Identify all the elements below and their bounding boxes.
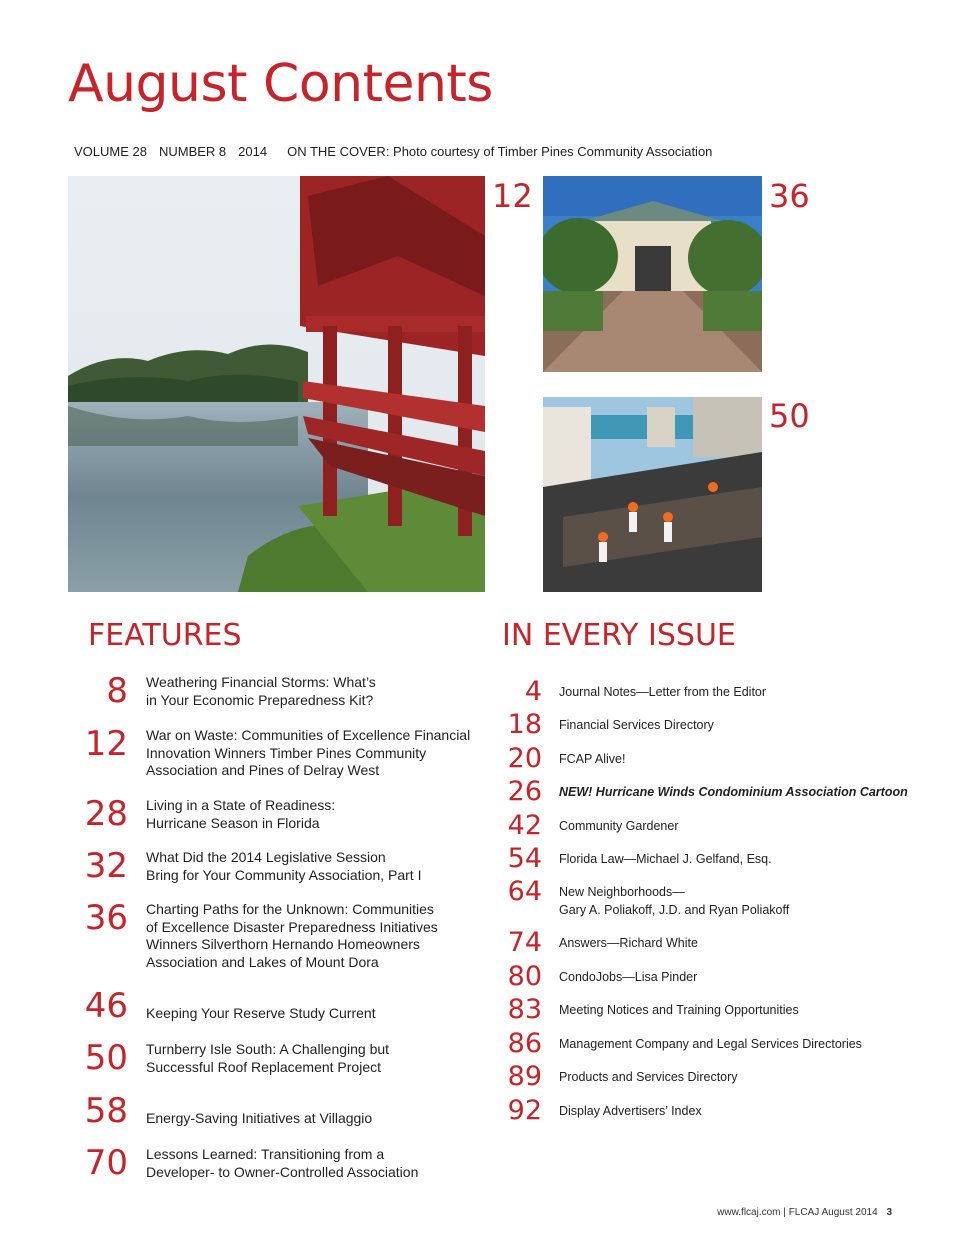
- issue-page-number: 89: [507, 1061, 542, 1092]
- issue-item[interactable]: [496, 963, 916, 993]
- issue-page-number: 83: [507, 994, 542, 1025]
- issue-item[interactable]: [496, 678, 916, 708]
- cover-credit: ON THE COVER: Photo courtesy of Timber Pines Community Association: [287, 144, 713, 159]
- photo-roof-work: [543, 397, 762, 592]
- page-footer: [717, 1207, 892, 1218]
- issue-title: New Neighborhoods— Gary A. Poliakoff, J.D. and Ryan Poliakoff: [559, 885, 790, 917]
- issue-title: Answers—Richard White: [559, 936, 698, 950]
- feature-item[interactable]: [80, 1091, 480, 1134]
- issue-title: Management Company and Legal Services Directories: [559, 1037, 862, 1051]
- volume-label: VOLUME 28: [74, 144, 147, 159]
- issue-page-number: 86: [507, 1028, 542, 1059]
- photo-clubhouse: [543, 176, 762, 372]
- issue-item[interactable]: [496, 996, 916, 1026]
- feature-page-number: 70: [84, 1143, 128, 1183]
- photo-badge-36: 36: [769, 177, 810, 215]
- feature-item[interactable]: [80, 846, 480, 889]
- feature-page-number: 32: [84, 846, 128, 886]
- issue-page-number: 26: [507, 776, 542, 807]
- issue-info: [74, 144, 724, 159]
- feature-item[interactable]: [80, 794, 480, 837]
- issue-title: Display Advertisers’ Index: [559, 1104, 702, 1118]
- page-title: August Contents: [68, 54, 493, 114]
- feature-title: Turnberry Isle South: A Challenging but Successful Roof Replacement Project: [146, 1041, 390, 1075]
- feature-page-number: 12: [84, 724, 128, 764]
- issue-item[interactable]: [496, 929, 916, 959]
- feature-page-number: 8: [106, 671, 128, 711]
- issue-item[interactable]: [496, 878, 916, 924]
- feature-title: Keeping Your Reserve Study Current: [146, 1005, 376, 1021]
- feature-item[interactable]: [80, 1143, 480, 1186]
- feature-title: Energy-Saving Initiatives at Villaggio: [146, 1110, 373, 1126]
- feature-item[interactable]: [80, 1038, 480, 1081]
- feature-page-number: 36: [84, 898, 128, 938]
- feature-page-number: 58: [84, 1091, 128, 1131]
- footer-page-number: 3: [886, 1207, 892, 1218]
- issue-title: Financial Services Directory: [559, 718, 714, 732]
- issue-title: Meeting Notices and Training Opportunities: [559, 1003, 799, 1017]
- year-label: 2014: [238, 144, 268, 159]
- photo-badge-50: 50: [769, 397, 810, 435]
- issue-page-number: 42: [507, 810, 542, 841]
- feature-title: What Did the 2014 Legislative Session Bring for Your Community Association, Part I: [146, 849, 422, 883]
- issue-title: CondoJobs—Lisa Pinder: [559, 970, 698, 984]
- footer-separator: |: [783, 1207, 786, 1218]
- feature-page-number: 50: [84, 1038, 128, 1078]
- feature-item[interactable]: [80, 671, 480, 714]
- issue-page-number: 92: [507, 1095, 542, 1126]
- feature-title: Lessons Learned: Transitioning from a Developer- to Owner-Controlled Association: [146, 1146, 419, 1180]
- issue-title: NEW! Hurricane Winds Condominium Association Cartoon: [559, 785, 908, 799]
- feature-page-number: 46: [84, 986, 128, 1026]
- feature-title: War on Waste: Communities of Excellence Financial Innovation Winners Timber Pines Community Association and Pines of Delray West: [146, 727, 471, 778]
- footer-publication: FLCAJ: [788, 1207, 820, 1218]
- issue-item[interactable]: [496, 745, 916, 775]
- issue-title: Products and Services Directory: [559, 1070, 738, 1084]
- feature-title: Charting Paths for the Unknown: Communities of Excellence Disaster Preparedness Initiatives Winners Silverthorn Hernando Homeowners Association and Lakes of Mount Dora: [146, 901, 438, 970]
- feature-item[interactable]: [80, 724, 480, 778]
- footer-site[interactable]: www.flcaj.com: [717, 1207, 781, 1218]
- issue-item[interactable]: [496, 1063, 916, 1093]
- feature-page-number: 28: [84, 794, 128, 834]
- number-label: NUMBER 8: [158, 144, 227, 159]
- issue-page-number: 20: [507, 743, 542, 774]
- issue-title: Journal Notes—Letter from the Editor: [559, 685, 767, 699]
- cover-photo-gazebo: [68, 176, 485, 592]
- issue-title: Florida Law—Michael J. Gelfand, Esq.: [559, 852, 772, 866]
- feature-title: Weathering Financial Storms: What’s in Your Economic Preparedness Kit?: [146, 674, 376, 708]
- feature-item[interactable]: [80, 898, 480, 970]
- issue-item[interactable]: [496, 812, 916, 842]
- photo-badge-12: 12: [492, 177, 533, 215]
- issue-page-number: 4: [524, 676, 542, 707]
- issue-page-number: 74: [507, 927, 542, 958]
- footer-issue: August 2014: [821, 1207, 878, 1218]
- feature-item[interactable]: [80, 986, 480, 1029]
- issue-title: FCAP Alive!: [559, 752, 626, 766]
- issue-item[interactable]: [496, 778, 916, 808]
- issue-item[interactable]: [496, 845, 916, 875]
- issue-page-number: 80: [507, 961, 542, 992]
- issue-page-number: 54: [507, 843, 542, 874]
- features-heading: FEATURES: [88, 618, 242, 653]
- issue-title: Community Gardener: [559, 819, 679, 833]
- every-issue-heading: IN EVERY ISSUE: [502, 618, 736, 653]
- issue-item[interactable]: [496, 711, 916, 741]
- issue-page-number: 18: [507, 709, 542, 740]
- issue-page-number: 64: [507, 876, 542, 907]
- issue-item[interactable]: [496, 1097, 916, 1127]
- feature-title: Living in a State of Readiness: Hurricane Season in Florida: [146, 797, 336, 831]
- issue-item[interactable]: [496, 1030, 916, 1060]
